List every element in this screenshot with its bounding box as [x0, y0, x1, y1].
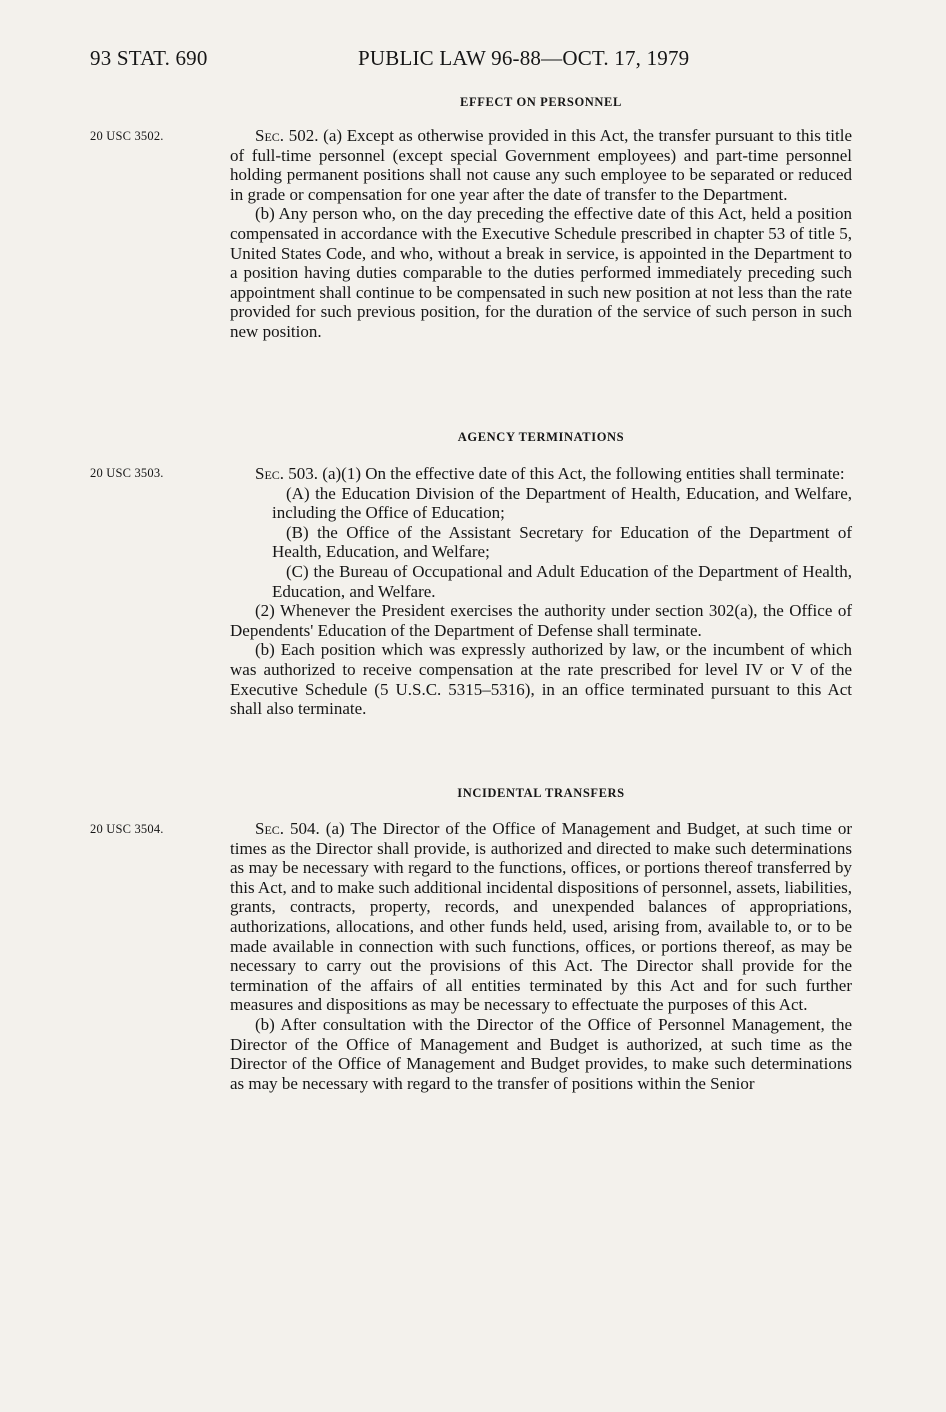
section-503 — [230, 464, 852, 719]
sec-label: Sec. — [255, 126, 285, 145]
statute-page-number: 93 STAT. 690 — [90, 46, 208, 70]
margin-citation-3502: 20 USC 3502. — [90, 129, 164, 143]
sec-502-para-b: (b) Any person who, on the day preceding the effective date of this Act, held a position compensated in accordance with the Executive Schedule prescribed in chapter 53 of title 5, United States Code, and who, without a break in service, is appointed in the Department to a position having duties comparable to the duties performed immediately preceding such appointment shall continue to be compensated in such new position at not less than the rate provided for such previous position, for the duration of the service of such person in such new position. — [230, 204, 852, 341]
sec-502-para-a — [230, 126, 852, 204]
sec-504-para-a-text: 504. (a) The Director of the Office of Management and Budget, at such time or times as the Director shall provide, is authorized and directed to make such determinations as may be necessary with regard to the functions, offices, or portions thereof transferred by this Act, and to make such additional incidental dispositions of personnel, assets, liabilities, grants, contracts, property, records, and unexpended balances of appropriations, authorizations, allocations, and other funds held, used, arising from, available to, or to be made available in connection with such functions, offices, or portions thereof, as may be necessary to carry out the provisions of this Act. The Director shall provide for the termination of the affairs of all entities terminated by this Act and for such further measures and dispositions as may be necessary to effectuate the purposes of this Act. — [230, 819, 852, 1015]
sec-503-item-a: (A) the Education Division of the Department of Health, Education, and Welfare, including the Office of Education; — [272, 483, 852, 523]
sec-503-item-b: (B) the Office of the Assistant Secretary for Education of the Department of Health, Education, and Welfare; — [272, 522, 852, 562]
sec-503-para-a-text: 503. (a)(1) On the effective date of this Act, the following entities shall terminate: — [284, 464, 845, 483]
heading-agency-terminations: AGENCY TERMINATIONS — [457, 430, 625, 444]
sec-504-para-b: (b) After consultation with the Director of the Office of Personnel Management, the Director of the Office of Management and Budget is authorized, at such time as the Director of the Office of Management and Budget provides, to make such determinations as may be necessary with regard to the transfer of positions within the Senior — [230, 1014, 852, 1093]
sec-503-item-c: (C) the Bureau of Occupational and Adult Education of the Department of Health, Education, and Welfare. — [272, 561, 852, 601]
public-law-citation: PUBLIC LAW 96-88—OCT. 17, 1979 — [358, 46, 690, 70]
page-header — [0, 46, 946, 78]
section-504 — [230, 819, 852, 1093]
sec-502-para-a-text: 502. (a) Except as otherwise provided in this Act, the transfer pursuant to this title of full-time personnel (except special Government employees) and part-time personnel holding permanent positions shall not cause any such employee to be separated or reduced in grade or compensation for one year after the date of transfer to the Department. — [230, 126, 852, 204]
margin-citation-3503: 20 USC 3503. — [90, 466, 164, 480]
sec-503-para-a — [230, 464, 852, 484]
margin-citation-3504: 20 USC 3504. — [90, 822, 164, 836]
sec-503-para-2: (2) Whenever the President exercises the authority under section 302(a), the Office of Dependents' Education of the Department of Defense shall terminate. — [230, 601, 852, 640]
heading-effect-on-personnel: EFFECT ON PERSONNEL — [460, 95, 622, 109]
heading-incidental-transfers: INCIDENTAL TRANSFERS — [457, 786, 625, 800]
section-502 — [230, 126, 852, 342]
sec-504-para-a — [230, 819, 852, 1015]
sec-label: Sec. — [255, 464, 285, 483]
sec-label: Sec. — [255, 819, 285, 838]
sec-503-para-b: (b) Each position which was expressly authorized by law, or the incumbent of which was authorized to receive compensation at the rate prescribed for level IV or V of the Executive Schedule (5 U.S.C. 5315–5316), in an office terminated pursuant to this Act shall also terminate. — [230, 640, 852, 719]
